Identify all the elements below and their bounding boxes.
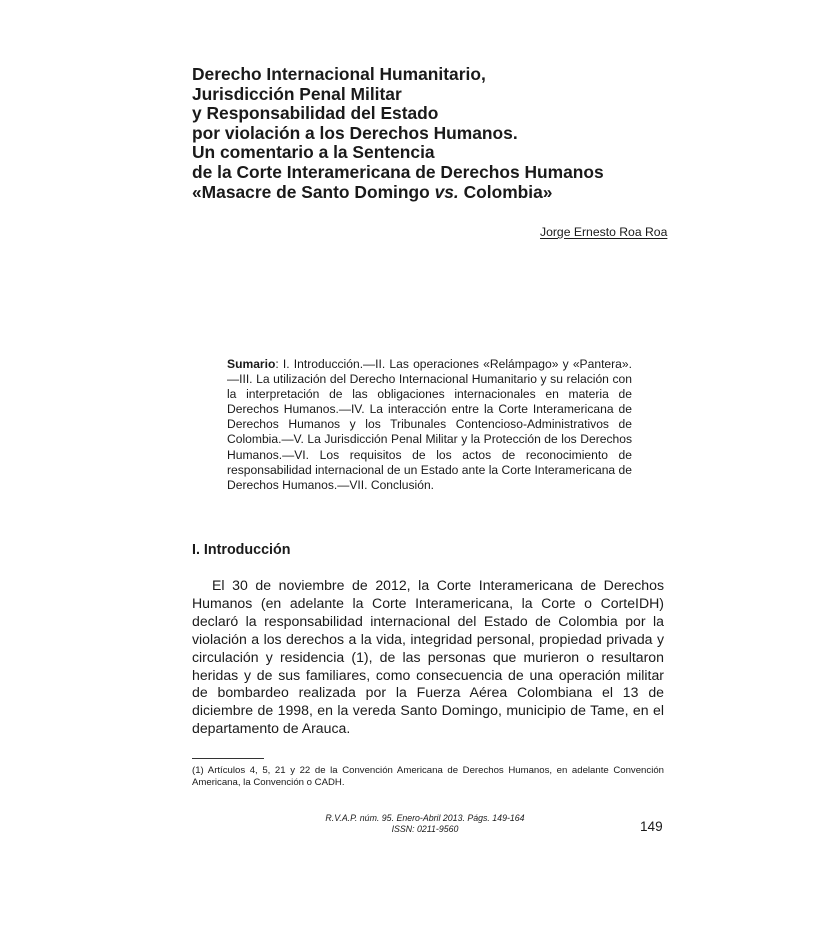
author-name: Jorge Ernesto Roa Roa — [540, 225, 668, 239]
page-number: 149 — [640, 819, 663, 834]
title-line: Derecho Internacional Humanitario, — [192, 64, 486, 84]
footnote-divider — [192, 758, 264, 759]
summary-block — [227, 357, 632, 493]
title-line: Jurisdicción Penal Militar — [192, 83, 402, 104]
article-title — [192, 65, 672, 202]
title-last-italic: vs. — [434, 181, 459, 202]
journal-line: R.V.A.P. núm. 95. Enero-Abril 2013. Págs. 149-164 — [325, 813, 525, 823]
title-line-last — [192, 183, 672, 203]
footnote: (1) Artículos 4, 5, 21 y 22 de la Convención Americana de Derechos Humanos, en adelante Convención Americana, la Convención o CADH. — [192, 765, 664, 789]
journal-issn: ISSN: 0211-9560 — [391, 824, 459, 834]
title-line: por violación a los Derechos Humanos. — [192, 122, 518, 143]
summary-label: Sumario — [227, 357, 276, 371]
body-paragraph: El 30 de noviembre de 2012, la Corte Interamericana de Derechos Humanos (en adelante la Corte Interamericana, la Corte o CorteIDH) declaró la responsabilidad internacional del Estado de Colombia por la violación a los derechos a la vida, integridad personal, propiedad privada y circulación y residencia (1), de las personas que murieron o resultaron heridas y de sus familiares, como consecuencia de una operación militar de bombardeo realizada por la Fuerza Aérea Colombiana el 13 de diciembre de 1998, en la vereda Santo Domingo, municipio de Tame, en el departamento de Arauca. — [192, 577, 664, 737]
title-line: y Responsabilidad del Estado — [192, 103, 439, 124]
title-last-prefix: «Masacre de Santo Domingo — [192, 181, 435, 202]
summary-text: : I. Introducción.—II. Las operaciones «Relámpago» y «Pantera».—III. La utilización del Derecho Internacional Humanitario y su relación con la interpretación de las obligaciones internacionales en materia de Derechos Humanos.—IV. La interacción entre la Corte Interamericana de Derechos Humanos y los Tribunales Contencioso-Administrativos de Colombia.—V. La Jurisdicción Penal Militar y la Protección de los Derechos Humanos.—VI. Los requisitos de los actos de reconocimiento de responsabilidad internacional de un Estado ante la Corte Interamericana de Derechos Humanos.—VII. Conclusión. — [227, 357, 632, 492]
title-line: de la Corte Interamericana de Derechos Humanos — [192, 161, 604, 182]
title-line: Un comentario a la Sentencia — [192, 142, 435, 163]
journal-citation — [300, 813, 550, 835]
title-last-suffix: Colombia» — [458, 181, 553, 202]
section-heading: I. Introducción — [192, 542, 291, 558]
